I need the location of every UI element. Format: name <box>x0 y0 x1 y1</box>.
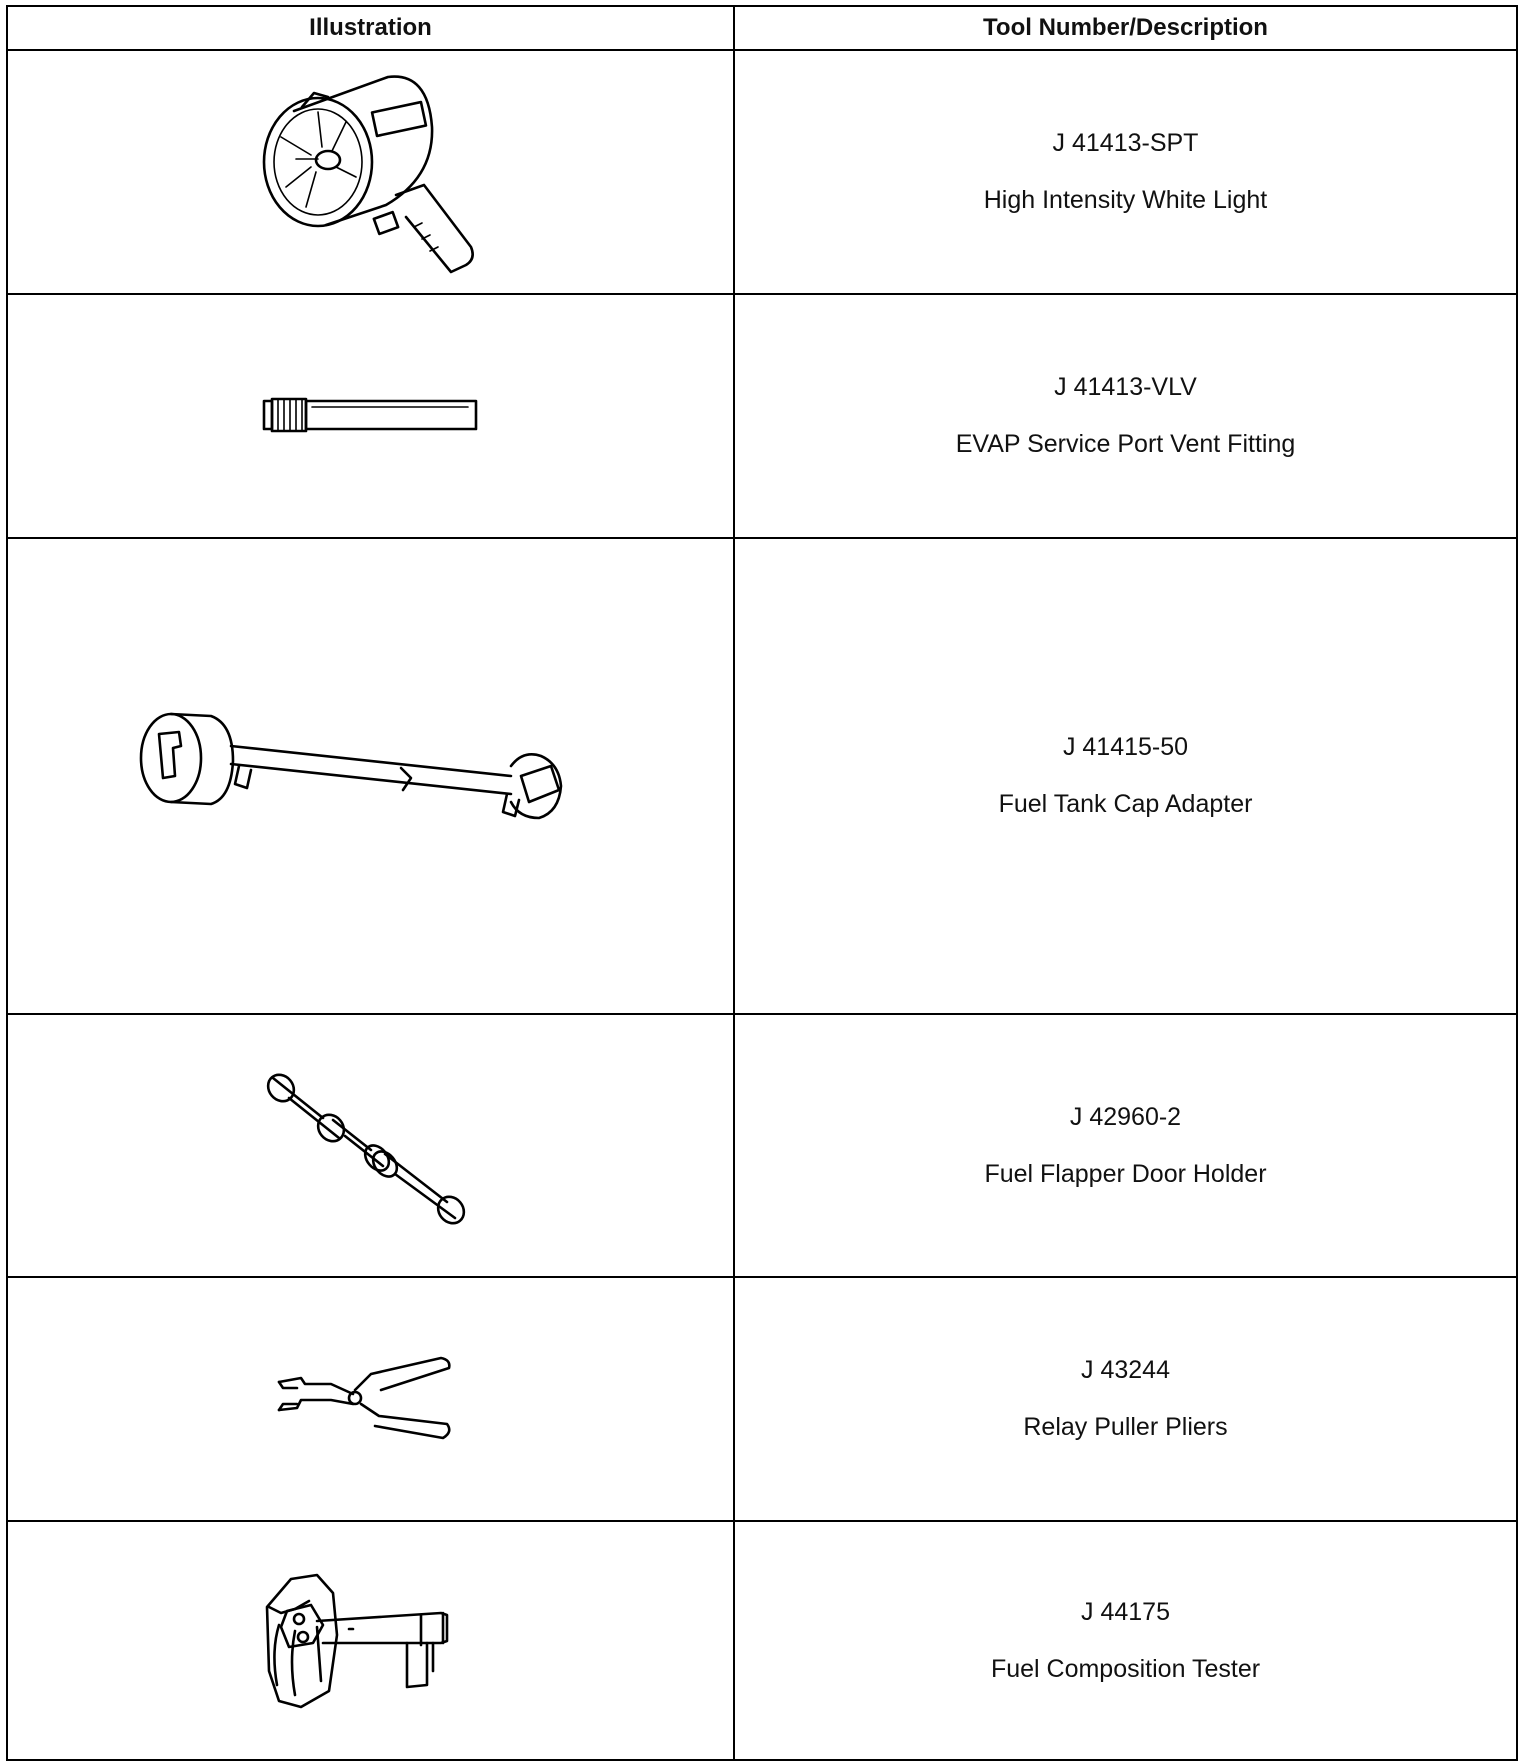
tool-number: J 43244 <box>1081 1356 1170 1384</box>
table-row <box>7 1521 1517 1760</box>
header-illustration: Illustration <box>7 6 734 50</box>
vent-fitting-icon <box>256 391 486 441</box>
composition-tester-icon <box>261 1571 481 1711</box>
tool-number: J 41415-50 <box>1062 733 1189 761</box>
tool-cell <box>734 50 1517 294</box>
illustration-cell <box>7 50 734 294</box>
tool-number: J 42960-2 <box>1069 1102 1182 1131</box>
tool-description: Fuel Tank Cap Adapter <box>998 790 1253 818</box>
header-row <box>7 6 1517 50</box>
cap-adapter-icon <box>131 706 611 846</box>
illustration-cell <box>7 294 734 538</box>
table-row <box>7 1277 1517 1521</box>
table-row <box>7 294 1517 538</box>
illustration-cell <box>7 1014 734 1277</box>
table-row <box>7 50 1517 294</box>
illustration-cell <box>7 1277 734 1521</box>
tool-description: Fuel Composition Tester <box>990 1654 1261 1683</box>
white-light-icon <box>256 67 486 277</box>
tool-description: High Intensity White Light <box>983 186 1268 214</box>
tool-description: Relay Puller Pliers <box>1023 1413 1228 1441</box>
tool-cell <box>734 538 1517 1014</box>
table-row <box>7 538 1517 1014</box>
pliers-icon <box>271 1354 471 1444</box>
tool-cell <box>734 294 1517 538</box>
header-tool-description: Tool Number/Description <box>734 6 1517 50</box>
tool-cell <box>734 1277 1517 1521</box>
tool-number: J 44175 <box>1081 1597 1170 1626</box>
tool-cell <box>734 1014 1517 1277</box>
tool-description: EVAP Service Port Vent Fitting <box>955 430 1296 458</box>
tool-cell <box>734 1521 1517 1760</box>
tool-number: J 41413-VLV <box>1054 373 1197 401</box>
special-tools-table <box>6 5 1518 1761</box>
illustration-cell <box>7 538 734 1014</box>
tool-number: J 41413-SPT <box>1052 129 1199 157</box>
tool-description: Fuel Flapper Door Holder <box>984 1159 1267 1188</box>
table-row <box>7 1014 1517 1277</box>
illustration-cell <box>7 1521 734 1760</box>
door-holder-icon <box>261 1066 481 1226</box>
